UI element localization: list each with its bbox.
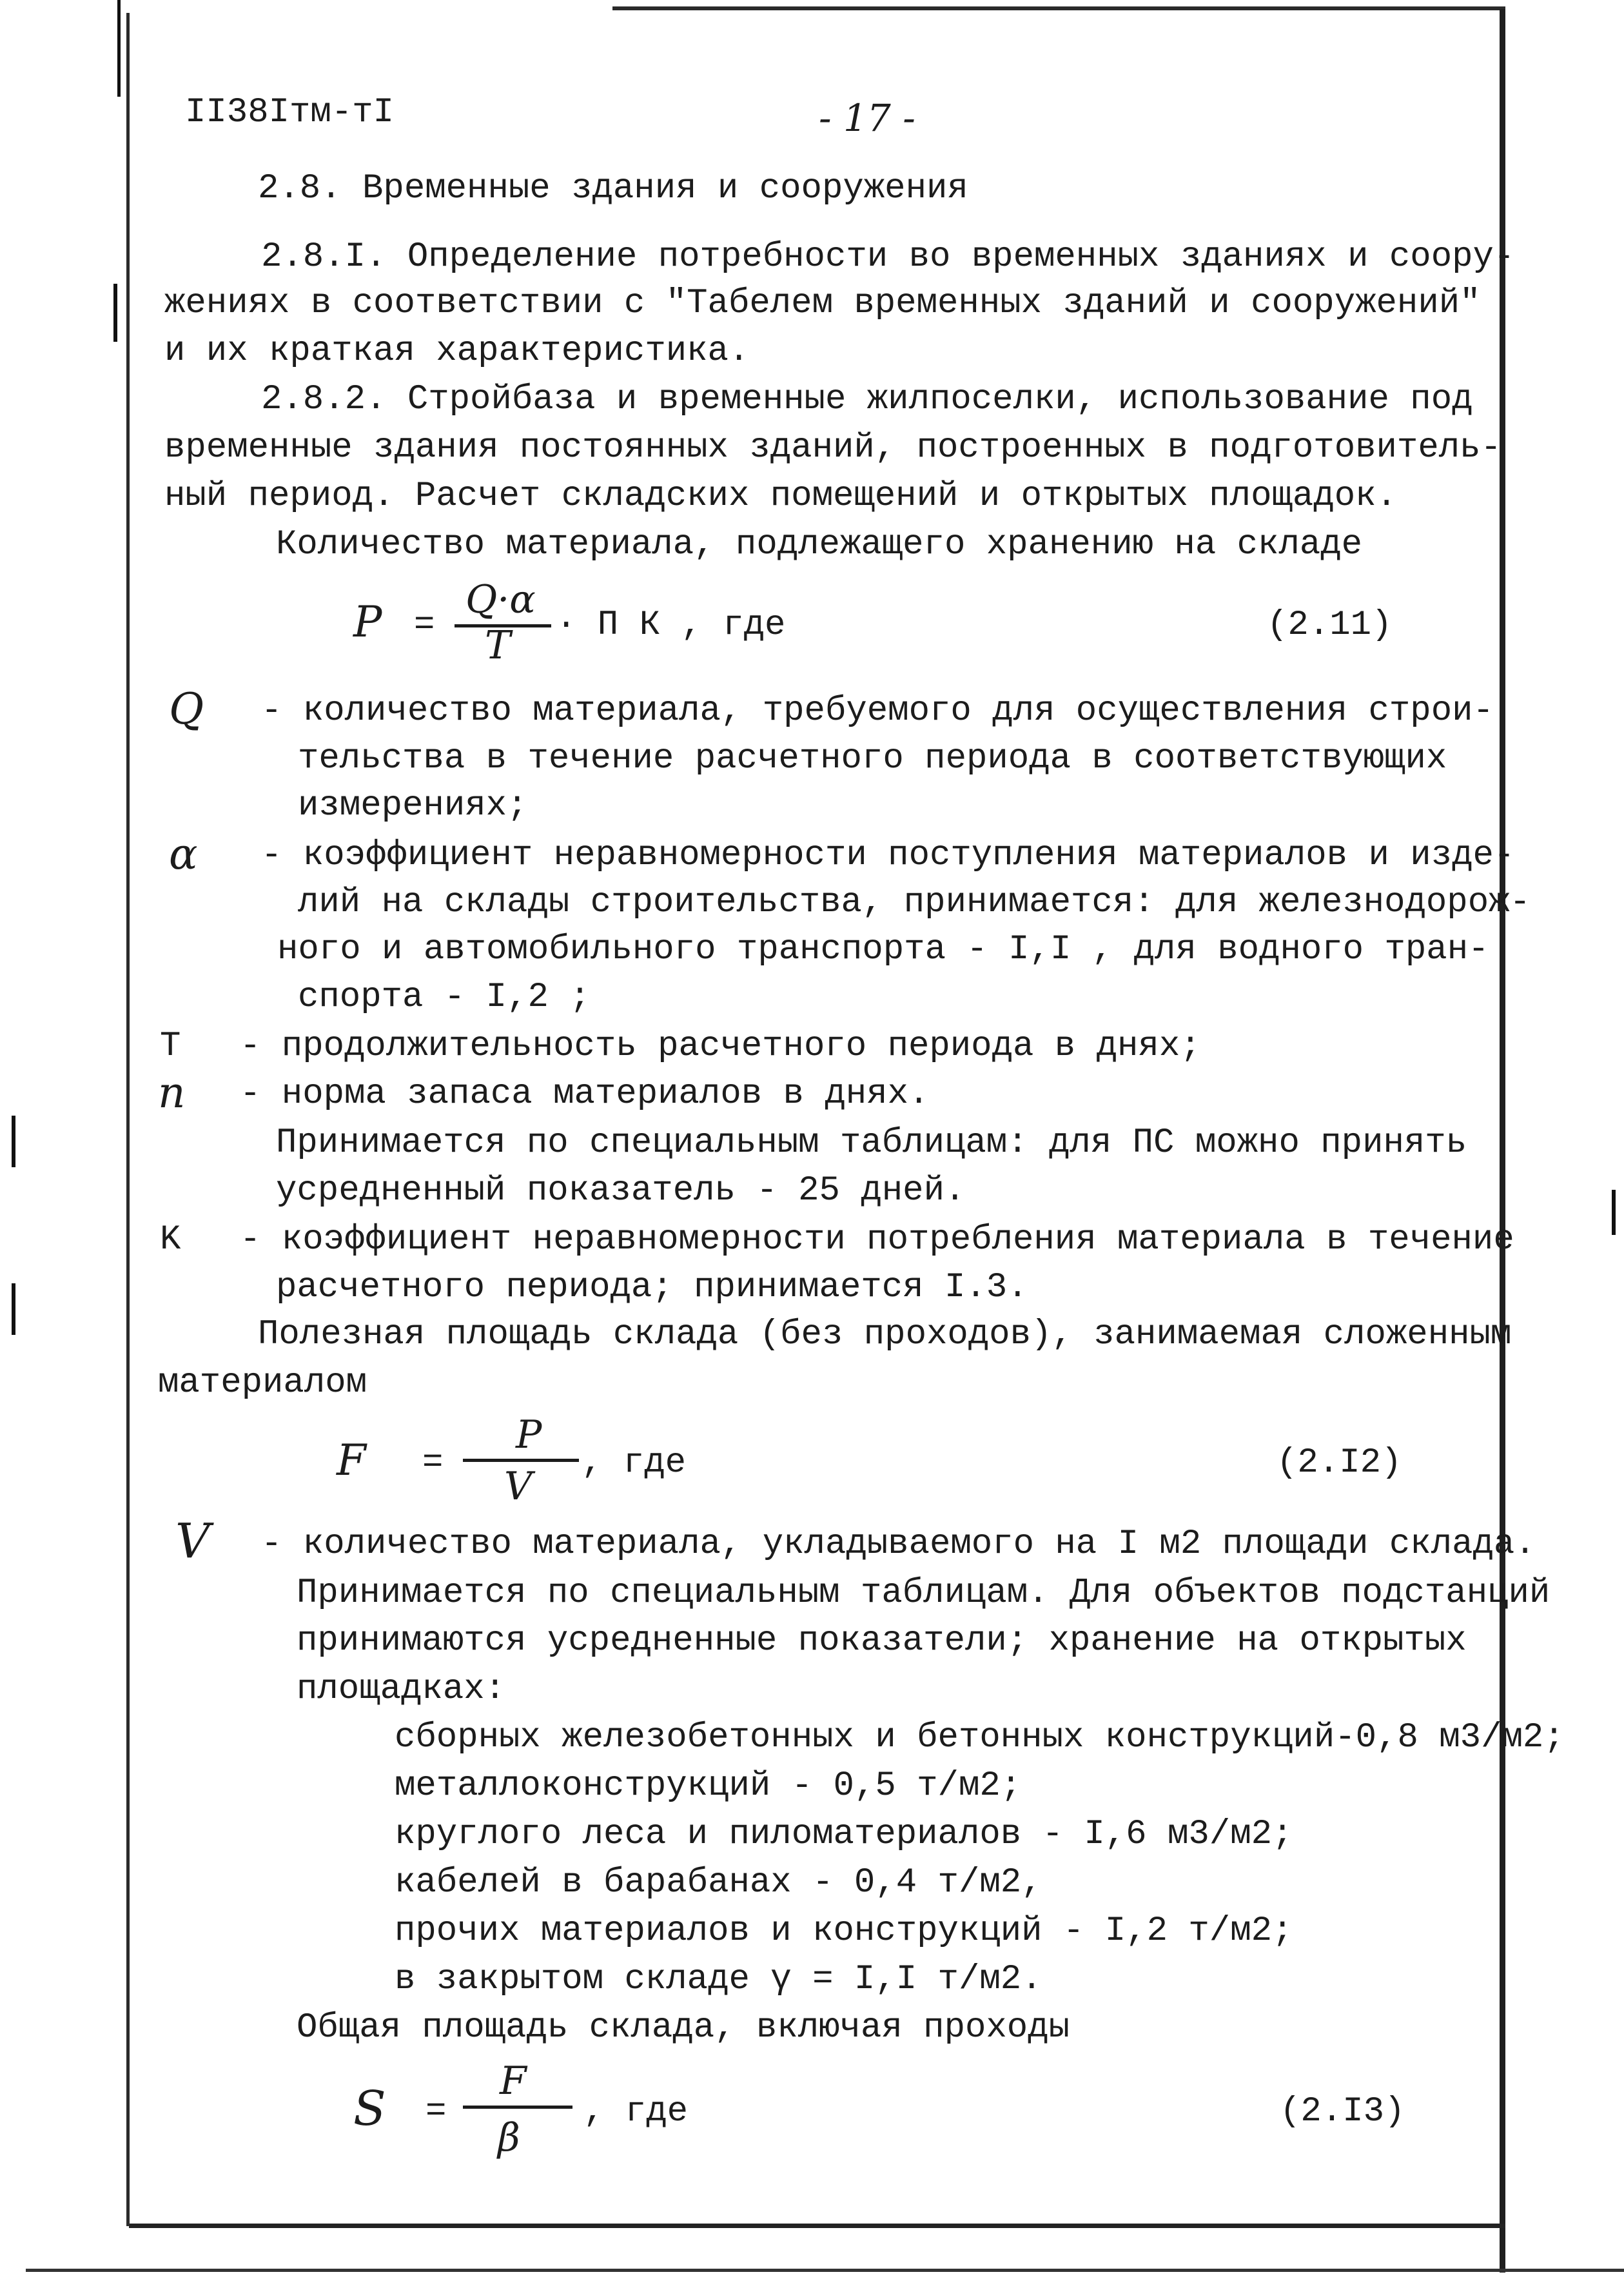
def-symbol: n <box>158 1068 186 1118</box>
def-line: расчетного периода; принимается I.3. <box>276 1268 1028 1307</box>
formula-number: (2.11) <box>1267 606 1393 645</box>
def-line: измерениях; <box>298 786 528 825</box>
scan-mark <box>113 284 117 342</box>
paragraph-line: Общая площадь склада, включая проходы <box>297 2008 1070 2047</box>
formula-denominator: V <box>504 1464 533 1509</box>
document-code: II38Iтм-тI <box>185 93 395 132</box>
def-line: усредненный показатель - 25 дней. <box>276 1171 966 1210</box>
formula-numerator: Q·α <box>465 577 536 622</box>
formula-equals: = <box>426 2092 447 2131</box>
def-symbol: α <box>169 829 198 879</box>
def-symbol: Q <box>169 684 204 734</box>
list-item: сборных железобетонных и бетонных конструкций-0,8 м3/м2; <box>395 1718 1565 1757</box>
def-line: ного и автомобильного транспорта - I,I , для водного тран- <box>277 930 1489 969</box>
list-item: круглого леса и пиломатериалов - I,6 м3/м2; <box>395 1815 1293 1854</box>
scan-mark <box>12 1116 15 1167</box>
fraction-bar <box>463 1459 579 1462</box>
formula-equals: = <box>422 1443 444 1483</box>
page-number: - 17 - <box>819 96 915 140</box>
frame-left-border <box>126 13 130 2226</box>
paragraph-line: Количество материала, подлежащего хранению на складе <box>276 525 1363 564</box>
scan-mark <box>12 1283 15 1335</box>
formula-lhs: P <box>353 597 382 647</box>
formula-denominator: T <box>485 623 511 668</box>
frame-top-border <box>612 6 1505 10</box>
list-item: кабелей в барабанах - 0,4 т/м2, <box>395 1863 1042 1902</box>
def-line: Принимается по специальным таблицам. Для объектов подстанций <box>297 1574 1551 1613</box>
formula-rest: , где <box>582 1443 687 1483</box>
paragraph-line: материалом <box>158 1363 367 1403</box>
formula-numerator: F <box>500 2058 527 2104</box>
list-item: в закрытом складе γ = I,I т/м2. <box>395 1960 1042 1999</box>
paragraph-line: жениях в соответствии с "Табелем временных зданий и сооружений" <box>164 284 1481 323</box>
fraction-bar <box>463 2106 572 2109</box>
def-line: лий на склады строительства, принимается: для железнодорож- <box>298 883 1531 922</box>
formula-denominator: β <box>498 2115 520 2160</box>
frame-bottom-border <box>129 2224 1505 2228</box>
def-line: - норма запаса материалов в днях. <box>240 1074 930 1114</box>
list-item: прочих материалов и конструкций - I,2 т/м2; <box>395 1911 1293 1951</box>
def-line: - коэффициент неравномерности поступления материалов и изде- <box>261 836 1515 875</box>
def-symbol: T <box>160 1027 181 1066</box>
def-symbol: K <box>160 1220 181 1259</box>
def-line: площадках: <box>297 1670 506 1709</box>
formula-lhs: S <box>353 2081 386 2136</box>
def-line: - продолжительность расчетного периода в днях; <box>240 1027 1201 1066</box>
def-line: - количество материала, укладываемого на I м2 площади склада. <box>261 1524 1536 1564</box>
frame-right-border <box>1500 9 1505 2273</box>
formula-number: (2.I2) <box>1277 1443 1402 1483</box>
def-symbol: V <box>175 1514 210 1569</box>
paragraph-line: 2.8.I. Определение потребности во временных зданиях и соору- <box>261 237 1515 277</box>
paragraph-line: 2.8.2. Стройбаза и временные жилпоселки, использование под <box>261 380 1473 419</box>
formula-number: (2.I3) <box>1280 2092 1405 2131</box>
formula-equals: = <box>414 606 435 645</box>
scan-mark <box>1612 1190 1616 1235</box>
def-line: тельства в течение расчетного периода в соответствующих <box>298 739 1447 778</box>
scan-bottom-edge <box>26 2269 1624 2272</box>
def-line: Принимается по специальным таблицам: для ПС можно принять <box>276 1123 1467 1163</box>
formula-rest: , где <box>583 2092 689 2131</box>
scan-mark <box>117 0 121 97</box>
formula-lhs: F <box>337 1435 366 1485</box>
paragraph-line: и их краткая характеристика. <box>164 331 750 371</box>
def-line: - количество материала, требуемого для осуществления строи- <box>261 691 1494 731</box>
paragraph-line: временные здания постоянных зданий, построенных в подготовитель- <box>164 428 1502 468</box>
def-line: спорта - I,2 ; <box>298 978 591 1017</box>
formula-numerator: P <box>516 1412 542 1457</box>
paragraph-line: ный период. Расчет складских помещений и открытых площадок. <box>164 477 1397 516</box>
paragraph-line: Полезная площадь склада (без проходов), занимаемая сложенным <box>258 1315 1512 1354</box>
def-line: - коэффициент неравномерности потребления материала в течение <box>240 1220 1514 1259</box>
list-item: металлоконструкций - 0,5 т/м2; <box>395 1766 1022 1806</box>
formula-rest: · П К , где <box>556 606 786 645</box>
def-line: принимаются усредненные показатели; хранение на открытых <box>297 1621 1467 1661</box>
section-heading: 2.8. Временные здания и сооружения <box>258 169 968 208</box>
